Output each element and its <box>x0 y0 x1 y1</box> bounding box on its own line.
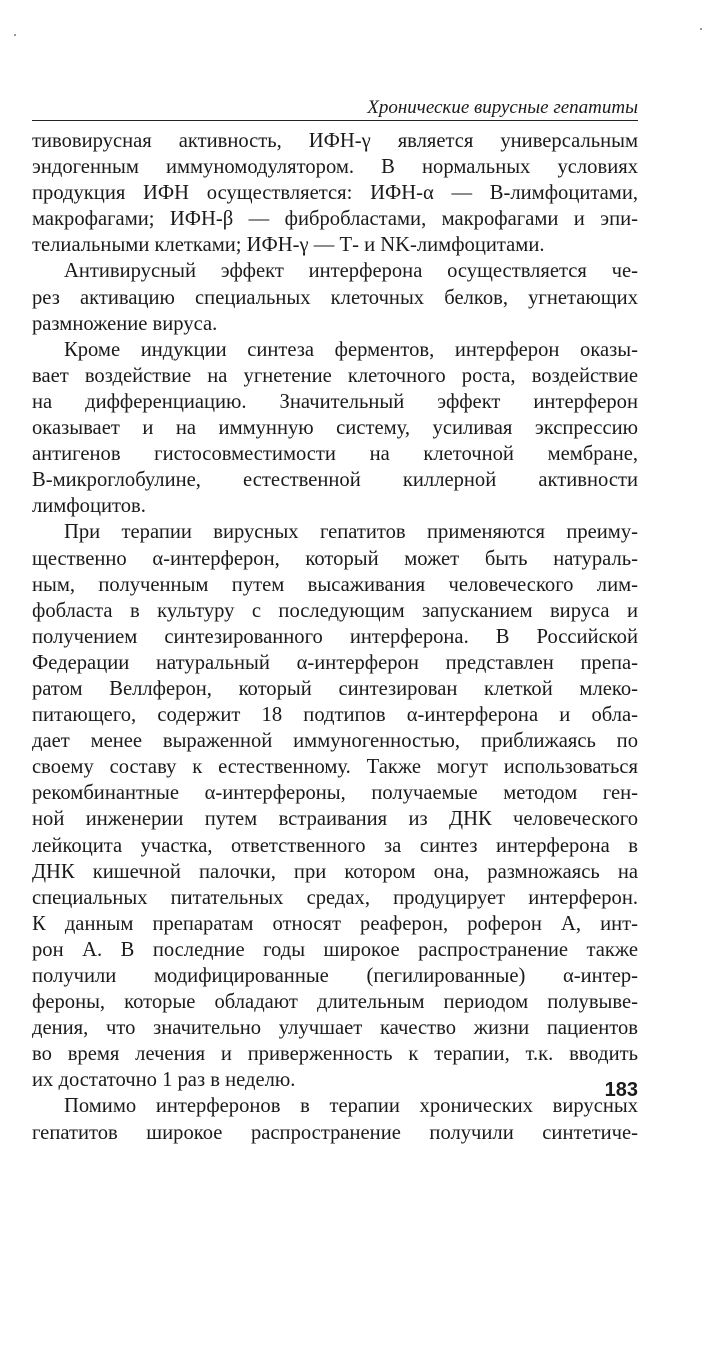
text-line: тивовирусная активность, ИФН-γ является универсальным <box>32 130 638 152</box>
text-line: фобласта в культуру с последующим запусканием вируса и <box>32 599 638 622</box>
body-text <box>32 128 638 1146</box>
text-line: во время лечения и приверженность к терапии, т.к. вводить <box>32 1043 638 1066</box>
text-line: К данным препаратам относят реаферон, роферон А, инт- <box>32 912 638 935</box>
text-line: антигенов гистосовместимости на клеточной мембране, <box>32 443 638 466</box>
running-head: Хронические вирусные гепатиты <box>32 96 638 121</box>
text-line: получением синтезированного интерферона. В Российской <box>32 625 638 648</box>
text-line: дения, что значительно улучшает качество жизни пациентов <box>32 1017 638 1040</box>
text-line: Кроме индукции синтеза ферментов, интерферон оказы- <box>64 338 638 361</box>
text-line: эндогенным иммуномодулятором. В нормальных условиях <box>32 156 638 179</box>
scan-speck <box>14 34 16 36</box>
text-line: рез активацию специальных клеточных белков, угнетающих <box>32 286 638 309</box>
text-line: дает менее выраженной иммуногенностью, приближаясь по <box>32 730 638 753</box>
scan-speck <box>700 28 702 30</box>
page-number: 183 <box>604 1079 638 1101</box>
text-line: Антивирусный эффект интерферона осуществляется че- <box>64 260 638 283</box>
text-line: При терапии вирусных гепатитов применяются преиму- <box>64 521 638 544</box>
text-line: своему составу к естественному. Также могут использоваться <box>32 756 638 779</box>
text-line: ным, полученным путем высаживания человеческого лим- <box>32 573 638 596</box>
text-line: на дифференциацию. Значительный эффект интерферон <box>32 390 638 413</box>
text-line: ратом Веллферон, который синтезирован клеткой млеко- <box>32 677 638 700</box>
text-line: ДНК кишечной палочки, при котором она, размножаясь на <box>32 860 638 883</box>
text-line: продукция ИФН осуществляется: ИФН-α — В-лимфоцитами, <box>32 182 638 205</box>
text-line: гепатитов широкое распространение получили синтетиче- <box>32 1121 638 1144</box>
text-line: В-микроглобулине, естественной киллерной активности <box>32 469 638 492</box>
text-line: специальных питательных средах, продуцирует интерферон. <box>32 886 638 909</box>
text-line: Федерации натуральный α-интерферон представлен препа- <box>32 651 638 674</box>
text-line: получили модифицированные (пегилированные) α-интер- <box>32 965 638 987</box>
text-line: питающего, содержит 18 подтипов α-интерферона и обла- <box>32 704 638 727</box>
text-line: лимфоцитов. <box>32 495 146 518</box>
text-line: Помимо интерферонов в терапии хронических вирусных <box>64 1095 638 1118</box>
text-line: щественно α-интерферон, который может быть натураль- <box>32 547 638 570</box>
text-line: оказывает и на иммунную систему, усиливая экспрессию <box>32 417 638 440</box>
text-line: вает воздействие на угнетение клеточного роста, воздействие <box>32 364 638 387</box>
text-line: их достаточно 1 раз в неделю. <box>32 1069 296 1092</box>
text-line: макрофагами; ИФН-β — фибробластами, макрофагами и эпи- <box>32 208 638 231</box>
text-line: рекомбинантные α-интерфероны, получаемые методом ген- <box>32 782 638 805</box>
text-line: размножение вируса. <box>32 312 218 335</box>
text-line: рон А. В последние годы широкое распространение также <box>32 938 638 961</box>
text-line: фероны, которые обладают длительным периодом полувыве- <box>32 991 638 1014</box>
text-line: ной инженерии путем встраивания из ДНК человеческого <box>32 808 638 831</box>
text-line: телиальными клетками; ИФН-γ — Т- и NK-лимфоцитами. <box>32 234 545 257</box>
text-line: лейкоцита участка, ответственного за синтез интерферона в <box>32 834 638 857</box>
